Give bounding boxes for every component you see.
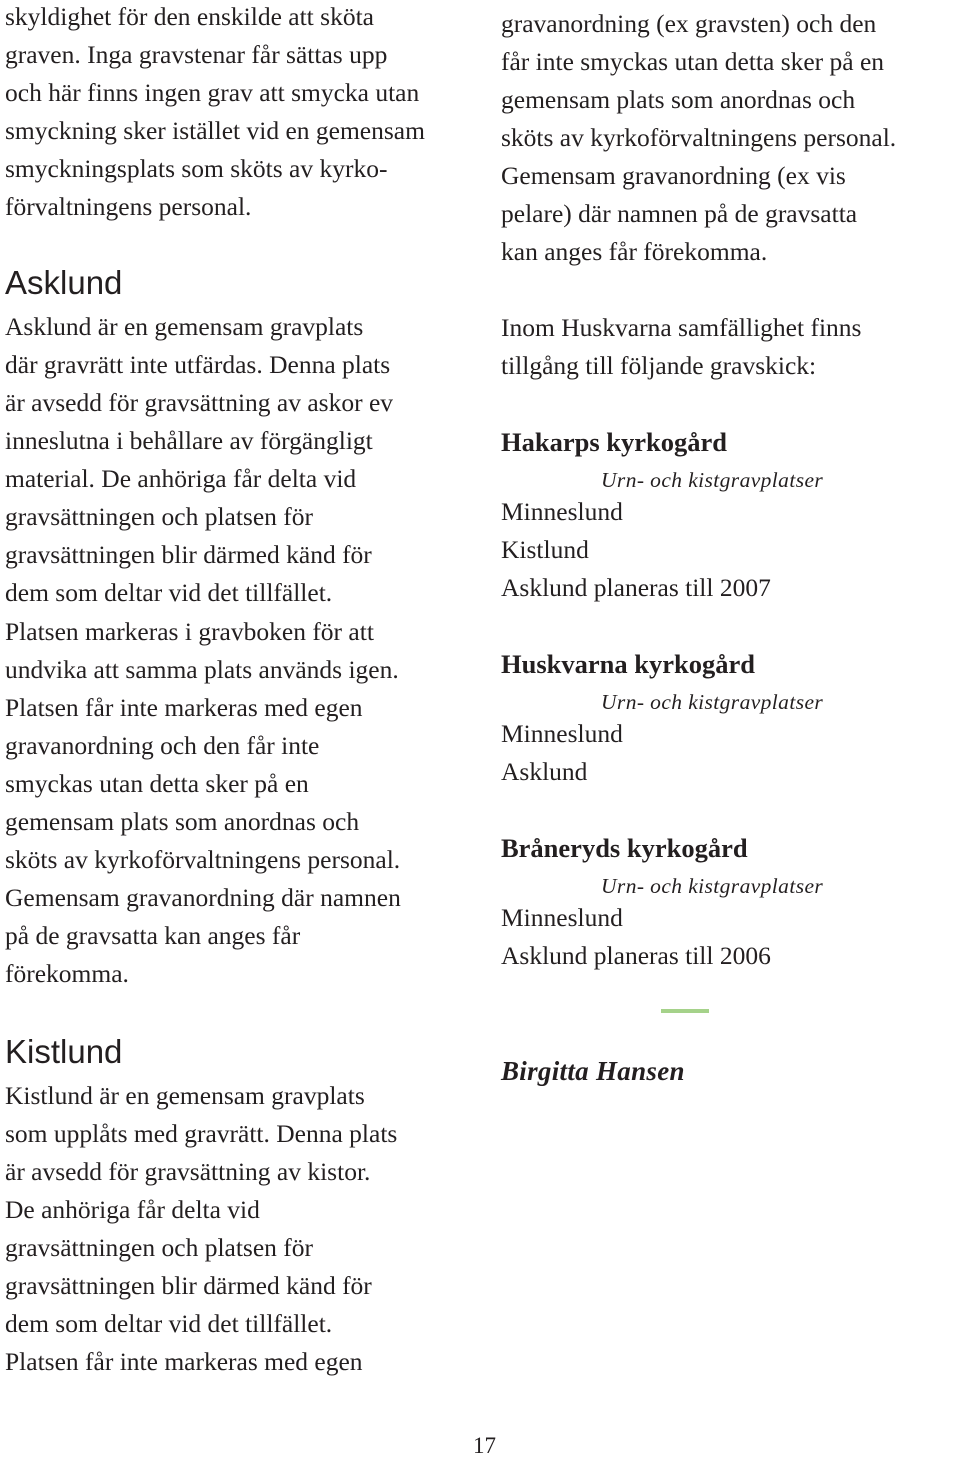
text-line: graven. Inga gravstenar får sättas upp: [5, 40, 388, 69]
text-line: Asklund är en gemensam gravplats: [5, 312, 364, 341]
text-line: och här finns ingen grav att smycka utan: [5, 78, 420, 107]
separator-dash: [661, 1009, 709, 1013]
text-line: skyldighet för den enskilde att sköta: [5, 2, 374, 31]
text-line: förekomma.: [5, 959, 129, 988]
text-line: smyckning sker istället vid en gemensam: [5, 116, 425, 145]
church-subtitle: Urn- och kistgravplatser: [601, 468, 824, 492]
kistlund-heading: Kistlund: [5, 1033, 123, 1070]
text-line: material. De anhöriga får delta vid: [5, 464, 357, 493]
text-line: gravsättningen blir därmed känd för: [5, 540, 372, 569]
text-line: undvika att samma plats används igen.: [5, 655, 399, 684]
text-line: Gemensam gravanordning (ex vis: [501, 161, 846, 190]
text-line: dem som deltar vid det tillfället.: [5, 578, 333, 607]
text-line: som upplåts med gravrätt. Denna plats: [5, 1119, 398, 1148]
church-item: Minneslund: [501, 903, 623, 932]
text-line: får inte smyckas utan detta sker på en: [501, 47, 885, 76]
author-signature: Birgitta Hansen: [501, 1056, 685, 1086]
text-line: gravanordning och den får inte: [5, 731, 320, 760]
text-line: gemensam plats som anordnas och: [501, 85, 856, 114]
text-line: gravsättningen och platsen för: [5, 1233, 314, 1262]
text-line: smyckas utan detta sker på en: [5, 769, 309, 798]
text-line: förvaltningens personal.: [5, 192, 252, 221]
text-line: Kistlund är en gemensam gravplats: [5, 1081, 365, 1110]
text-line: De anhöriga får delta vid: [5, 1195, 260, 1224]
text-line: inneslutna i behållare av förgängligt: [5, 426, 373, 455]
text-line: Platsen får inte markeras med egen: [5, 693, 363, 722]
church-subtitle: Urn- och kistgravplatser: [601, 690, 824, 714]
church-name: Bråneryds kyrkogård: [501, 833, 748, 863]
text-line: där gravrätt inte utfärdas. Denna plats: [5, 350, 391, 379]
page-number: 17: [473, 1433, 496, 1458]
text-line: Inom Huskvarna samfällighet finns: [501, 313, 862, 342]
church-item: Asklund planeras till 2006: [501, 941, 771, 970]
text-line: är avsedd för gravsättning av askor ev: [5, 388, 394, 417]
text-line: gemensam plats som anordnas och: [5, 807, 360, 836]
text-line: Gemensam gravanordning där namnen: [5, 883, 401, 912]
church-subtitle: Urn- och kistgravplatser: [601, 874, 824, 898]
church-name: Huskvarna kyrkogård: [501, 649, 756, 679]
church-item: Asklund planeras till 2007: [501, 573, 771, 602]
text-line: Platsen får inte markeras med egen: [5, 1347, 363, 1376]
church-name: Hakarps kyrkogård: [501, 427, 728, 457]
text-line: dem som deltar vid det tillfället.: [5, 1309, 333, 1338]
text-line: smyckningsplats som sköts av kyrko-: [5, 154, 388, 183]
text-line: Platsen markeras i gravboken för att: [5, 617, 374, 646]
text-line: pelare) där namnen på de gravsatta: [501, 199, 858, 228]
text-line: gravanordning (ex gravsten) och den: [501, 9, 877, 38]
church-item: Minneslund: [501, 497, 623, 526]
text-line: gravsättningen blir därmed känd för: [5, 1271, 372, 1300]
text-line: gravsättningen och platsen för: [5, 502, 314, 531]
text-line: sköts av kyrkoförvaltningens personal.: [5, 845, 401, 874]
asklund-heading: Asklund: [5, 264, 123, 301]
church-item: Asklund: [501, 757, 588, 786]
church-item: Kistlund: [501, 535, 589, 564]
text-line: kan anges får förekomma.: [501, 237, 768, 266]
church-item: Minneslund: [501, 719, 623, 748]
text-line: sköts av kyrkoförvaltningens personal.: [501, 123, 897, 152]
text-line: tillgång till följande gravskick:: [501, 351, 817, 380]
text-line: på de gravsatta kan anges får: [5, 921, 301, 950]
text-line: är avsedd för gravsättning av kistor.: [5, 1157, 371, 1186]
